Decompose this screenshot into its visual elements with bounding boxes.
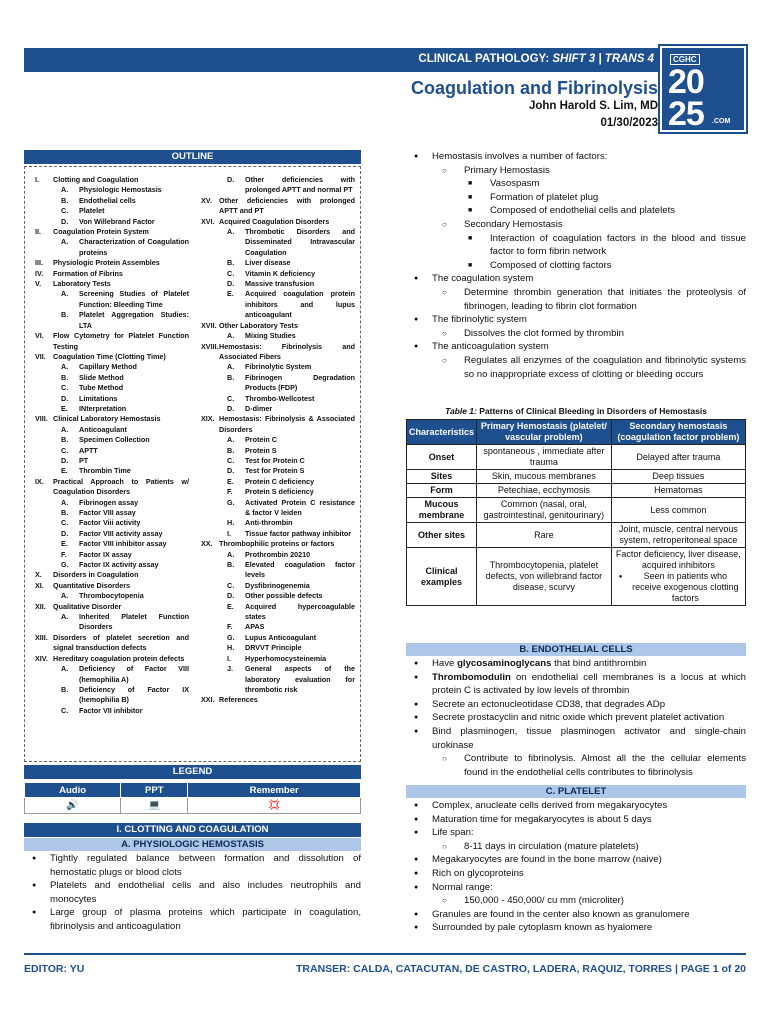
subsection-physiologic-hemostasis: A. PHYSIOLOGIC HEMOSTASIS bbox=[24, 838, 361, 851]
table-caption: Table 1: Patterns of Clinical Bleeding in Disorders of Hemostasis bbox=[445, 406, 707, 416]
outline-item: A. Capillary Method bbox=[61, 362, 137, 372]
list-item: ● Megakaryocytes are found in the bone marrow (naive) bbox=[406, 853, 746, 867]
outline-item: B. Protein S bbox=[227, 445, 277, 455]
outline-item: F. Protein S deficiency bbox=[227, 487, 314, 497]
outline-item: D. D-dimer bbox=[227, 403, 273, 413]
table-row: Clinical examples Thrombocytopenia, platelet defects, von willebrand factor disease, scurvy Factor deficiency, liver disease, acquired inhibitors ● Seen in patients who receive exogenous clotting factors bbox=[407, 548, 746, 606]
table-header: Secondary hemostasis (coagulation factor problem) bbox=[611, 420, 745, 445]
table-row: Mucous membrane Common (nasal, oral, gastrointestinal, genitourinary) Less common bbox=[407, 498, 746, 523]
outline-item: C. Tube Method bbox=[61, 383, 124, 393]
outline-item: VII. Coagulation Time (Clotting Time) bbox=[35, 351, 166, 361]
outline-item: V. Laboratory Tests bbox=[35, 279, 111, 289]
table-row: Other sites Rare Joint, muscle, central nervous system, retroperitoneal space bbox=[407, 523, 746, 548]
laptop-icon: 💻 bbox=[148, 800, 161, 811]
course-label: CLINICAL PATHOLOGY: SHIFT 3 | TRANS 4 bbox=[418, 53, 654, 65]
footer-divider bbox=[24, 953, 746, 955]
outline-item: A. Thrombotic Disorders and Disseminated Intravascular Coagulation bbox=[227, 227, 355, 257]
table-row: Form Petechiae, ecchymosis Hematomas bbox=[407, 484, 746, 498]
outline-item: A. Physiologic Hemostasis bbox=[61, 185, 162, 195]
outline-item: E. Protein C deficiency bbox=[227, 476, 315, 486]
outline-item: VI. Flow Cytometry for Platelet Function Testing bbox=[35, 331, 189, 351]
outline-item: A. Fibrinolytic System bbox=[227, 362, 312, 372]
outline-item: II. Coagulation Protein System bbox=[35, 227, 149, 237]
outline-item: I. Tissue factor pathway inhibitor bbox=[227, 528, 352, 538]
outline-item: X. Disorders in Coagulation bbox=[35, 570, 139, 580]
outline-item: A. Screening Studies of Platelet Function: Bleeding Time bbox=[61, 289, 189, 309]
platelet-list-block bbox=[406, 799, 746, 935]
subsection-platelet: C. PLATELET bbox=[406, 785, 746, 798]
outline-item: B. Endothelial cells bbox=[61, 195, 136, 205]
table-row: Sites Skin, mucous membranes Deep tissues bbox=[407, 470, 746, 484]
outline-item: A. Deficiency of Factor VIII (hemophilia A) bbox=[61, 664, 189, 684]
table-row: Onset spontaneous , immediate after trauma Delayed after trauma bbox=[407, 445, 746, 470]
outline-item: B. Elevated coagulation factor levels bbox=[227, 560, 355, 580]
list-item: ● Normal range: bbox=[406, 881, 746, 895]
list-item: ● Secrete prostacyclin and nitric oxide which prevent platelet activation bbox=[406, 711, 746, 725]
outline-item: I. Hyperhomocysteinemia bbox=[227, 653, 327, 663]
list-item: ● Bind plasminogen, tissue plasminogen activator and single-chain urokinase bbox=[406, 725, 746, 752]
outline-item: C. Thrombo-Wellcotest bbox=[227, 393, 315, 403]
list-item: ● Thrombomodulin on endothelial cell membranes is a locus at which protein C is activated by low levels of thrombin bbox=[406, 671, 746, 698]
outline-item: E. Factor VIII inhibitor assay bbox=[61, 539, 167, 549]
list-item: ○ Regulates all enzymes of the coagulation and fibrinolytic systems so no inappropriate excess of clotting or bleeding occurs bbox=[406, 354, 746, 381]
legend-audio-header: Audio bbox=[25, 783, 121, 798]
legend-remember-header: Remember bbox=[188, 783, 361, 798]
logo-suffix: .COM bbox=[712, 118, 731, 125]
outline-item: H. Anti-thrombin bbox=[227, 518, 293, 528]
table-header: Characteristics bbox=[407, 420, 477, 445]
outline-item: C. Test for Protein C bbox=[227, 455, 305, 465]
document-author: John Harold S. Lim, MD bbox=[528, 100, 658, 112]
outline-item: C. Platelet bbox=[61, 206, 105, 216]
document-date: 01/30/2023 bbox=[600, 117, 658, 129]
outline-column-right bbox=[197, 175, 355, 706]
list-item: ○ Contribute to fibrinolysis. Almost all the the cellular elements found in the endothelial cells contributes to fibrinolysis bbox=[406, 752, 746, 779]
outline-item: XVIII. Hemostasis: Fibrinolysis and Associated Fibers bbox=[201, 341, 355, 361]
outline-item: C. Vitamin K deficiency bbox=[227, 268, 316, 278]
outline-item: G. Factor IX activity assay bbox=[61, 560, 159, 570]
outline-item: C. Factor Viii activity bbox=[61, 518, 141, 528]
outline-item: D. Von Willebrand Factor bbox=[61, 216, 155, 226]
header-bar bbox=[24, 48, 714, 72]
list-item: ■ Composed of clotting factors bbox=[406, 259, 746, 273]
list-item: ○ 8-11 days in circulation (mature platelets) bbox=[406, 840, 746, 854]
hemostasis-factors-block bbox=[406, 150, 746, 381]
outline-item: XI. Quantitative Disorders bbox=[35, 580, 131, 590]
outline-item: XX. Thrombophilic proteins or factors bbox=[201, 539, 335, 549]
outline-item: C. Factor VII inhibitor bbox=[61, 705, 143, 715]
logo-year-top: 20 bbox=[668, 63, 704, 101]
list-item: ● Secrete an ectonucleotidase CD38, that degrades ADp bbox=[406, 698, 746, 712]
outline-item: A. Prothrombin 20210 bbox=[227, 549, 311, 559]
outline-item: XIX. Hemostasis: Fibrinolysis & Associated Disorders bbox=[201, 414, 355, 434]
outline-item: G. Activated Protein C resistance & factor V leiden bbox=[227, 497, 355, 517]
list-item: ● The coagulation system bbox=[406, 272, 746, 286]
outline-item: E. Acquired hypercoagulable states bbox=[227, 601, 355, 622]
outline-item: C. APTT bbox=[61, 445, 98, 455]
outline-item: A. Fibrinogen assay bbox=[61, 497, 139, 507]
outline-item: XVI. Acquired Coagulation Disorders bbox=[201, 216, 330, 226]
list-item: ■ Vasospasm bbox=[406, 177, 746, 191]
list-item: ● Life span: bbox=[406, 826, 746, 840]
list-item: ● Large group of plasma proteins which participate in coagulation, fibrinolysis and anticoagulation bbox=[24, 906, 361, 933]
speaker-icon: 🔊 bbox=[66, 800, 79, 811]
list-item: ■ Interaction of coagulation factors in the blood and tissue factor to form fibrin network bbox=[406, 232, 746, 259]
list-item: ● Rich on glycoproteins bbox=[406, 867, 746, 881]
list-item: ● Hemostasis involves a number of factors: bbox=[406, 150, 746, 164]
footer-editor: EDITOR: YU bbox=[24, 963, 85, 975]
outline-item: F. Factor IX assay bbox=[61, 549, 132, 559]
logo-year-bottom: 25 bbox=[668, 95, 704, 133]
outline-item: A. Characterization of Coagulation proteins bbox=[61, 237, 189, 257]
outline-item: XVII. Other Laboratory Tests bbox=[201, 320, 298, 330]
outline-item: XXI. References bbox=[201, 695, 258, 705]
physiologic-hemostasis-list bbox=[24, 852, 361, 934]
cghc-logo bbox=[660, 46, 746, 132]
legend-heading: LEGEND bbox=[24, 765, 361, 779]
list-item: ○ Secondary Hemostasis bbox=[406, 218, 746, 232]
list-item: ● Tightly regulated balance between formation and dissolution of hemostatic plugs or blood clots bbox=[24, 852, 361, 879]
outline-item: XII. Qualitative Disorder bbox=[35, 601, 122, 611]
outline-item: E. Acquired coagulation protein inhibitors and lupus anticoagulant bbox=[227, 289, 355, 320]
outline-item: D. Other deficiencies with prolonged APTT and normal PT bbox=[227, 175, 355, 195]
outline-item: XIII. Disorders of platelet secretion and signal transduction defects bbox=[35, 632, 189, 653]
endothelial-list-block bbox=[406, 657, 746, 779]
list-item: ● The anticoagulation system bbox=[406, 340, 746, 354]
outline-item: A. Thrombocytopenia bbox=[61, 591, 144, 601]
outline-item: D. Test for Protein S bbox=[227, 466, 305, 476]
document-title: Coagulation and Fibrinolysis bbox=[410, 78, 658, 98]
outline-heading: OUTLINE bbox=[24, 150, 361, 164]
list-item: ○ Determine thrombin generation that initiates the proteolysis of fibrinogen, leading to fibrin clot formation bbox=[406, 286, 746, 313]
outline-item: E. Thrombin Time bbox=[61, 466, 131, 476]
outline-item: D. Factor VIII activity assay bbox=[61, 528, 163, 538]
table-header: Primary Hemostasis (platelet/ vascular problem) bbox=[477, 420, 612, 445]
list-item: ○ 150,000 - 450,000/ cu mm (microliter) bbox=[406, 894, 746, 908]
outline-item: B. Platelet Aggregation Studies: LTA bbox=[61, 310, 189, 330]
outline-item: J. General aspects of the laboratory evaluation for thrombotic risk bbox=[227, 664, 355, 694]
outline-item: IX. Practical Approach to Patients w/ Coagulation Disorders bbox=[35, 476, 189, 497]
outline-item: B. Specimen Collection bbox=[61, 435, 150, 445]
outline-column-left bbox=[31, 175, 189, 716]
subsection-endothelial-cells: B. ENDOTHELIAL CELLS bbox=[406, 643, 746, 656]
outline-item: G. Lupus Anticoagulant bbox=[227, 632, 317, 642]
logo-tag: CGHC bbox=[670, 54, 700, 65]
list-item: ○ Primary Hemostasis bbox=[406, 164, 746, 178]
outline-item: D. Limitations bbox=[61, 393, 118, 403]
list-item: ● Platelets and endothelial cells and also includes neutrophils and monocytes bbox=[24, 879, 361, 906]
outline-item: B. Slide Method bbox=[61, 372, 124, 382]
outline-item: III. Physiologic Protein Assembles bbox=[35, 258, 160, 268]
list-item: ■ Formation of platelet plug bbox=[406, 191, 746, 205]
outline-item: XIV. Hereditary coagulation protein defects bbox=[35, 653, 185, 663]
list-item: ● Have glycosaminoglycans that bind antithrombin bbox=[406, 657, 746, 671]
outline-item: D. Massive transfusion bbox=[227, 279, 315, 289]
outline-item: XV. Other deficiencies with prolonged APTT and PT bbox=[201, 195, 355, 216]
outline-item: D. Other possible defects bbox=[227, 591, 323, 601]
outline-item: H. DRVVT Principle bbox=[227, 643, 302, 653]
outline-item: A. Inherited Platelet Function Disorders bbox=[61, 612, 189, 632]
outline-item: VIII. Clinical Laboratory Hemostasis bbox=[35, 414, 161, 424]
outline-item: B. Fibrinogen Degradation Products (FDP) bbox=[227, 372, 355, 393]
footer-transers: TRANSER: CALDA, CATACUTAN, DE CASTRO, LADERA, RAQUIZ, TORRES | PAGE 1 of 20 bbox=[296, 963, 746, 975]
outline-item: A. Anticoagulant bbox=[61, 424, 127, 434]
list-item: ● The fibrinolytic system bbox=[406, 313, 746, 327]
outline-item: B. Deficiency of Factor IX (hemophilia B) bbox=[61, 684, 189, 705]
section-clotting-heading: I. CLOTTING AND COAGULATION bbox=[24, 823, 361, 837]
outline-item: C. Dysfibrinogenemia bbox=[227, 580, 310, 590]
outline-item: E. INterpretation bbox=[61, 403, 127, 413]
bleeding-patterns-table bbox=[406, 419, 746, 606]
outline-item: B. Liver disease bbox=[227, 258, 291, 268]
legend-table bbox=[24, 782, 361, 814]
legend-ppt-header: PPT bbox=[121, 783, 188, 798]
anger-mark-icon: 💢 bbox=[267, 800, 281, 811]
list-item: ● Surrounded by pale cytoplasm known as hyalomere bbox=[406, 921, 746, 935]
outline-item: B. Factor VIII assay bbox=[61, 508, 136, 517]
list-item: ● Complex, anucleate cells derived from megakaryocytes bbox=[406, 799, 746, 813]
outline-item: I. Clotting and Coagulation bbox=[35, 175, 139, 184]
outline-item: D. PT bbox=[61, 455, 89, 465]
list-item: ■ Composed of endothelial cells and platelets bbox=[406, 204, 746, 218]
list-item: ○ Dissolves the clot formed by thrombin bbox=[406, 327, 746, 341]
list-item: ● Granules are found in the center also known as granulomere bbox=[406, 908, 746, 922]
outline-box bbox=[24, 166, 361, 762]
outline-item: IV. Formation of Fibrins bbox=[35, 268, 123, 278]
outline-item: F. APAS bbox=[227, 622, 265, 632]
list-item: ● Maturation time for megakaryocytes is about 5 days bbox=[406, 813, 746, 827]
outline-item: A. Mixing Studies bbox=[227, 331, 296, 341]
outline-item: A. Protein C bbox=[227, 435, 277, 445]
